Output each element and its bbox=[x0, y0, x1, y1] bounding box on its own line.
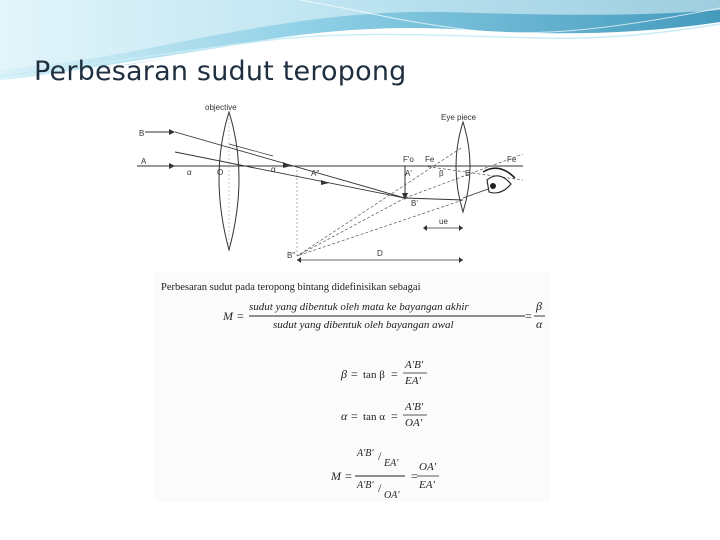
ratio-bot-oa: OA' bbox=[384, 490, 400, 501]
def-numerator: sudut yang dibentuk oleh mata ke bayangan akhir bbox=[249, 301, 469, 313]
def-eq-2: = bbox=[525, 309, 532, 323]
ratio-eq-2: = bbox=[411, 469, 418, 483]
alpha-eq-2: = bbox=[391, 409, 398, 423]
point-A-prime-label: A' bbox=[405, 169, 412, 178]
alpha-mid-label: α bbox=[271, 165, 276, 174]
ratio-eq-1: = bbox=[345, 469, 352, 483]
header-wave-banner bbox=[0, 0, 720, 110]
point-O-label: O bbox=[217, 168, 224, 177]
alpha-den: OA' bbox=[405, 417, 423, 429]
ratio-bot-ab: A'B' bbox=[357, 480, 374, 491]
point-E-label: E bbox=[465, 169, 471, 178]
beta-label: β bbox=[439, 169, 444, 178]
beta-num: A'B' bbox=[405, 359, 424, 371]
formula-intro: Perbesaran sudut pada teropong bintang didefinisikan sebagai bbox=[161, 282, 421, 293]
def-denominator: sudut yang dibentuk oleh bayangan awal bbox=[273, 319, 454, 331]
result-num: OA' bbox=[419, 461, 437, 473]
def-eq-1: = bbox=[237, 309, 244, 323]
ratio-M: M bbox=[331, 469, 341, 483]
alpha-eq-1: = bbox=[351, 409, 358, 423]
alpha-num: A'B' bbox=[405, 401, 424, 413]
alpha-lhs: α bbox=[341, 409, 348, 423]
eyepiece-label: Eye piece bbox=[441, 113, 477, 122]
beta-den: EA' bbox=[405, 375, 421, 387]
def-alpha: α bbox=[536, 317, 543, 331]
point-A-double-label: A" bbox=[311, 169, 320, 178]
point-B-prime-label: B' bbox=[411, 199, 418, 208]
beta-tan: tan β bbox=[363, 369, 385, 381]
def-M: M bbox=[223, 309, 233, 323]
eyepiece-lens bbox=[456, 122, 470, 212]
result-den: EA' bbox=[419, 479, 435, 491]
ratio-top-ea: EA' bbox=[384, 458, 399, 469]
beta-eq-1: = bbox=[351, 367, 358, 381]
telescope-ray-diagram bbox=[123, 100, 535, 270]
angular-magnification-formulas bbox=[155, 272, 550, 502]
ue-label: ue bbox=[439, 217, 448, 226]
objective-lens bbox=[219, 112, 239, 250]
objective-label: objective bbox=[205, 103, 237, 112]
point-B-label: B bbox=[139, 129, 145, 138]
def-beta: β bbox=[536, 299, 542, 313]
svg-text:/: / bbox=[378, 449, 382, 463]
ratio-top-ab: A'B' bbox=[357, 448, 374, 459]
beta-lhs: β bbox=[341, 367, 347, 381]
slide-title: Perbesaran sudut teropong bbox=[34, 56, 407, 87]
alpha-left-label: α bbox=[187, 168, 192, 177]
distance-D-label: D bbox=[377, 249, 383, 258]
beta-eq-2: = bbox=[391, 367, 398, 381]
svg-text:/: / bbox=[378, 481, 382, 495]
point-Fe-label: Fe bbox=[425, 155, 435, 164]
point-Fo-prime-label: F'o bbox=[403, 155, 414, 164]
point-Fe-right-label: Fe bbox=[507, 155, 517, 164]
point-A-label: A bbox=[141, 157, 147, 166]
point-B-double-label: B" bbox=[287, 251, 296, 260]
alpha-tan: tan α bbox=[363, 411, 385, 423]
